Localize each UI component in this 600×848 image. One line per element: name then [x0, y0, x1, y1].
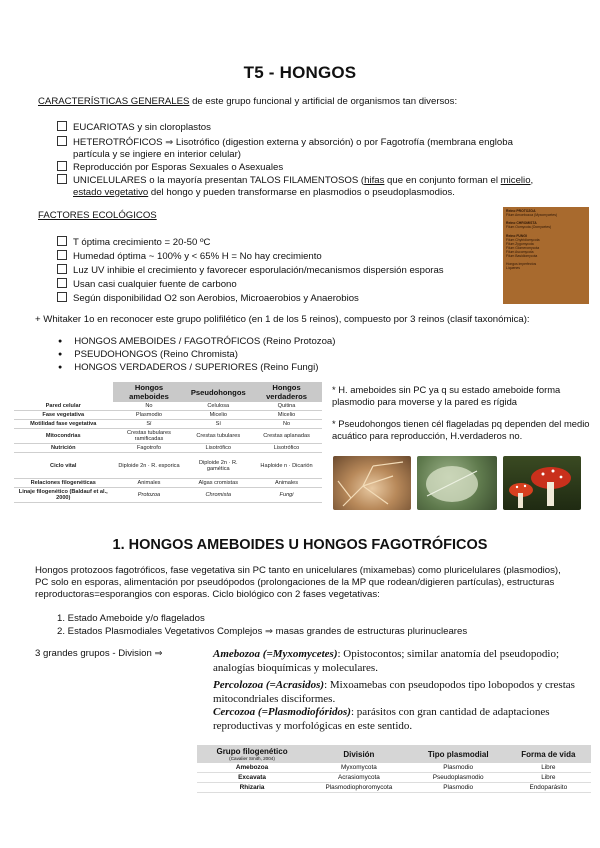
- table-row: Nutrición Fagotrofo Lisotrófico Lisotrófico: [14, 444, 322, 453]
- comparison-table: [14, 382, 322, 503]
- list-item: 1. Estado Ameboide y/o flagelados: [57, 613, 205, 624]
- checkbox-icon: [57, 236, 67, 246]
- amanita-photo: [503, 456, 581, 510]
- plasmodium-photo: [333, 456, 411, 510]
- factor-item: Humedad óptima ~ 100% y < 65% H = No hay crecimiento: [57, 250, 322, 263]
- table-header-row: Grupo filogenético (Cavalier Smith, 2004) División Tipo plasmodial Forma de vida: [197, 745, 591, 763]
- section-1-title: 1. HONGOS AMEBOIDES U HONGOS FAGOTRÓFICOS: [112, 537, 488, 553]
- checkbox-icon: [57, 136, 67, 146]
- intro-line: [38, 96, 457, 107]
- list-item: 2. Estados Plasmodiales Vegetativos Complejos ⇒ masas grandes de estructuras plurinucleares: [57, 626, 468, 637]
- factor-item: Según disponibilidad O2 son Aerobios, Microaerobios y Anaerobios: [57, 292, 359, 305]
- table-row: Fase vegetativa Plasmodio Micelio Micelio: [14, 411, 322, 420]
- characteristic-item: EUCARIOTAS y sin cloroplastos: [57, 121, 211, 134]
- factores-heading: FACTORES ECOLÓGICOS: [38, 210, 157, 221]
- table-row: Excavata Acrasiomycota Pseudoplasmodio Libre: [197, 773, 591, 783]
- table-row: Rhizaria Plasmodiophoromycota Plasmodio Endoparásito: [197, 783, 591, 793]
- reino-item: ● HONGOS VERDADEROS / SUPERIORES (Reino Fungi): [58, 362, 318, 373]
- checkbox-icon: [57, 278, 67, 288]
- intro-text: de este grupo funcional y artificial de organismos tan diversos:: [189, 96, 458, 107]
- table-row: Motilidad fase vegetativa Sí Sí No: [14, 420, 322, 429]
- classification-image: Reino PROTOZOA Filum Amoebozoa (Myxomycetes) Reino CHROMISTA Filum Oomycota (Oomycetes) Reino FUNGI Filum Chytridiomycota Filum Zygomycota Filum Glomeromycota Filum Ascomycota Filum Basidiomycota Hongos imperfectos Líquenes: [503, 207, 589, 304]
- table-row: Linaje filogenético (Baldauf et al., 2000) Protozoa Chromista Fungi: [14, 488, 322, 503]
- note-ameboides: * H. ameboides sin PC ya q su estado ameboide forma plasmodio para moverse y la pared es rígida: [332, 384, 561, 407]
- reino-item: ● PSEUDOHONGOS (Reino Chromista): [58, 349, 238, 360]
- table-row: Mitocondrias Crestas tubulares ramificadas Crestas tubulares Crestas aplanadas: [14, 429, 322, 444]
- note-pseudohongos: * Pseudohongos tienen cél flageladas pq dependen del medio acuático para reproducción, H.verdaderos no.: [332, 418, 590, 441]
- factor-item: T óptima crecimiento = 20-50 ºC: [57, 236, 210, 249]
- checkbox-icon: [57, 174, 67, 184]
- table-row: Ciclo vital Diploide 2n · R. esporica Diploide 2n · R. gamética Haploide n · Dicarión: [14, 453, 322, 479]
- group-percolozoa: Percolozoa (=Acrasidos): Mixoamebas con pseudopodos tipo lobopodos y crestas mitocondriales disciformes.: [213, 679, 575, 705]
- reino-item: ● HONGOS AMEBOIDES / FAGOTRÓFICOS (Reino Protozoa): [58, 336, 335, 347]
- table-row: Pared celular No Celulosa Quitina: [14, 402, 322, 411]
- mildew-leaf-photo: [417, 456, 497, 510]
- checkbox-icon: [57, 264, 67, 274]
- characteristic-item: HETEROTRÓFICOS ⇒ Lisotrófico (digestion externa y absorción) o por Fagotrofía (membrana engloba partícula y se ingiere en interior celular): [57, 136, 513, 160]
- group-amebozoa: Amebozoa (=Myxomycetes): Opistocontos; similar anatomía del pseudopodio; analogías bioquímicas y moleculares.: [213, 648, 559, 674]
- table-row: Amebozoa Myxomycota Plasmodio Libre: [197, 763, 591, 773]
- checkbox-icon: [57, 161, 67, 171]
- phylogeny-table: [197, 745, 591, 793]
- group-cercozoa: Cercozoa (=Plasmodiofóridos): parásitos con gran cantidad de adaptaciones reproductivas y morfológicas en este sentido.: [213, 706, 550, 732]
- whittaker-line: + Whitaker 1o en reconocer este grupo polifilético (en 1 de los 5 reinos), compuesto por 3 reinos (clasif taxonómica):: [35, 314, 530, 325]
- section-1-paragraph: Hongos protozoos fagotróficos, fase vegetativa sin PC tanto en unicelulares (mixamebas) como pluricelulares (plasmodios), PC solo en esporas, alimentación por pseudópodos (prolongaciones de la MP que rodean/digieren partículas), estructuras reproductoras=esporangios con esporas. Ciclo biológico con 2 fases vegetativas:: [35, 565, 561, 600]
- characteristic-item: UNICELULARES o la mayoría presentan TALOS FILAMENTOSOS (hifas que en conjunto forman el micelio, estado vegetativo del hongo y pueden transformarse en plasmodios o pseudoplasmodios.: [57, 174, 577, 198]
- intro-label: CARACTERÍSTICAS GENERALES: [38, 96, 190, 107]
- table-header-row: Hongos ameboides Pseudohongos Hongos verdaderos: [14, 382, 322, 402]
- characteristic-item: Reproducción por Esporas Sexuales o Asexuales: [57, 161, 283, 174]
- checkbox-icon: [57, 292, 67, 302]
- table-row: Relaciones filogenéticas Animales Algas cromistas Animales: [14, 479, 322, 488]
- division-label: 3 grandes grupos - Division ⇒: [35, 648, 163, 659]
- checkbox-icon: [57, 250, 67, 260]
- factor-item: Usan casi cualquier fuente de carbono: [57, 278, 237, 291]
- factor-item: Luz UV inhibie el crecimiento y favorecer esporulación/mecanismos dispersión esporas: [57, 264, 444, 277]
- page-title: T5 - HONGOS: [243, 63, 357, 82]
- checkbox-icon: [57, 121, 67, 131]
